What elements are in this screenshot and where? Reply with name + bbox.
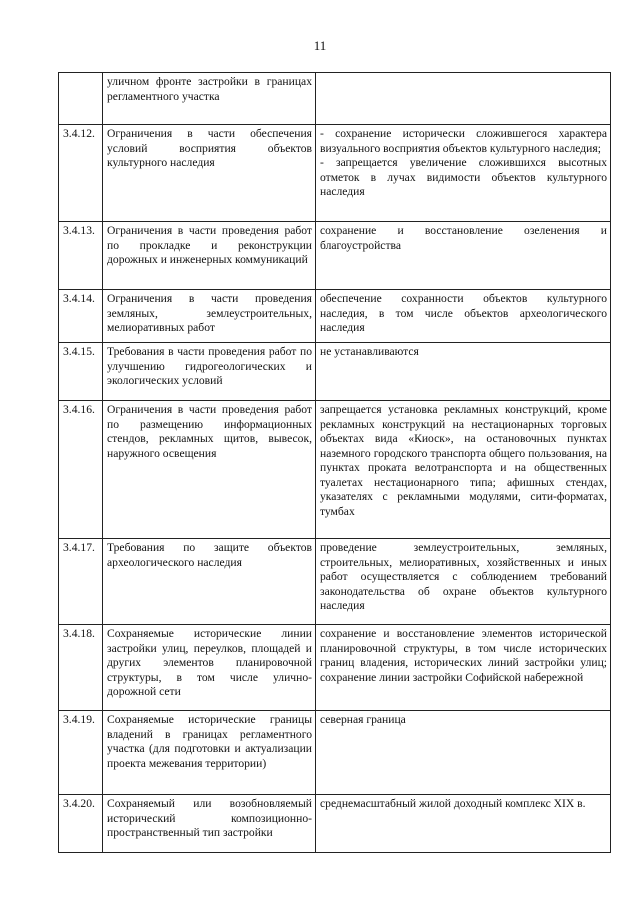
restriction-cell: Ограничения в части проведения работ по прокладке и реконструкции дорожных и инженерных коммуникаций — [103, 222, 316, 290]
restriction-cell: Ограничения в части проведения земляных, землеустроительных, мелиоративных работ — [103, 290, 316, 343]
table-row — [59, 73, 611, 125]
row-number: 3.4.13. — [59, 222, 103, 290]
requirement-cell — [316, 125, 611, 222]
table-row — [59, 222, 611, 290]
restriction-cell: Ограничения в части обеспечения условий восприятия объектов культурного наследия — [103, 125, 316, 222]
restriction-cell: Сохраняемый или возобновляемый исторический композиционно-пространственный тип застройки — [103, 795, 316, 853]
restriction-cell: Сохраняемые исторические границы владений в границах регламентного участка (для подготовки и актуализации проекта межевания территории) — [103, 711, 316, 795]
requirement-cell — [316, 343, 611, 401]
row-number: 3.4.20. — [59, 795, 103, 853]
requirement-cell — [316, 539, 611, 625]
requirement-line: сохранение и восстановление озеленения и благоустройства — [320, 224, 607, 252]
page-number: 11 — [313, 38, 327, 53]
table-row — [59, 625, 611, 711]
requirement-cell — [316, 222, 611, 290]
requirement-line: проведение землеустроительных, земляных, строительных, мелиоративных, хозяйственных и иных работ осуществляется с соблюдением требований законодательства об охране объектов культурного наследия — [320, 541, 607, 612]
requirement-line: северная граница — [320, 713, 406, 726]
restriction-cell: уличном фронте застройки в границах регламентного участка — [103, 73, 316, 125]
requirement-line: запрещается установка рекламных конструкций, кроме рекламных конструкций на нестационарных торговых объектах вида «Киоск», на остановочных пунктах наземного городского транспорта общего пользования, на пунктах проката велотранспорта и на общественных туалетах нестационарного типа; афишных стендах, указателях с рекламными модулями, сити-форматах, тумбах — [320, 403, 607, 518]
restriction-cell: Ограничения в части проведения работ по размещению информационных стендов, рекламных щитов, вывесок, наружного освещения — [103, 401, 316, 539]
row-number: 3.4.19. — [59, 711, 103, 795]
table-row — [59, 343, 611, 401]
row-number: 3.4.16. — [59, 401, 103, 539]
regulation-table — [58, 72, 611, 853]
row-number: 3.4.18. — [59, 625, 103, 711]
table-row — [59, 711, 611, 795]
requirement-cell — [316, 290, 611, 343]
row-number: 3.4.15. — [59, 343, 103, 401]
requirement-line: - сохранение исторически сложившегося характера визуального восприятия объектов культурного наследия; — [320, 127, 607, 155]
requirement-cell — [316, 401, 611, 539]
row-number: 3.4.17. — [59, 539, 103, 625]
row-number: 3.4.14. — [59, 290, 103, 343]
restriction-cell: Сохраняемые исторические линии застройки улиц, переулков, площадей и других элементов планировочной структуры, в том числе улично-дорожной сети — [103, 625, 316, 711]
requirement-line: сохранение и восстановление элементов исторической планировочной структуры, в том числе исторических границ владения, исторических линий застройки улиц; сохранение линии застройки Софийской набережной — [320, 627, 607, 684]
requirement-line: не устанавливаются — [320, 345, 419, 358]
table-row — [59, 401, 611, 539]
table-row — [59, 539, 611, 625]
requirement-line: среднемасштабный жилой доходный комплекс XIX в. — [320, 797, 586, 810]
row-number — [59, 73, 103, 125]
requirement-cell — [316, 73, 611, 125]
restriction-cell: Требования по защите объектов археологического наследия — [103, 539, 316, 625]
requirement-cell — [316, 625, 611, 711]
restriction-cell: Требования в части проведения работ по улучшению гидрогеологических и экологических условий — [103, 343, 316, 401]
requirement-line: обеспечение сохранности объектов культурного наследия, в том числе объектов археологического наследия — [320, 292, 607, 334]
requirement-cell — [316, 795, 611, 853]
requirement-cell — [316, 711, 611, 795]
row-number: 3.4.12. — [59, 125, 103, 222]
table-row — [59, 125, 611, 222]
table-row — [59, 795, 611, 853]
table-row — [59, 290, 611, 343]
requirement-line: - запрещается увеличение сложившихся высотных отметок в лучах видимости объектов культурного наследия — [320, 156, 607, 198]
